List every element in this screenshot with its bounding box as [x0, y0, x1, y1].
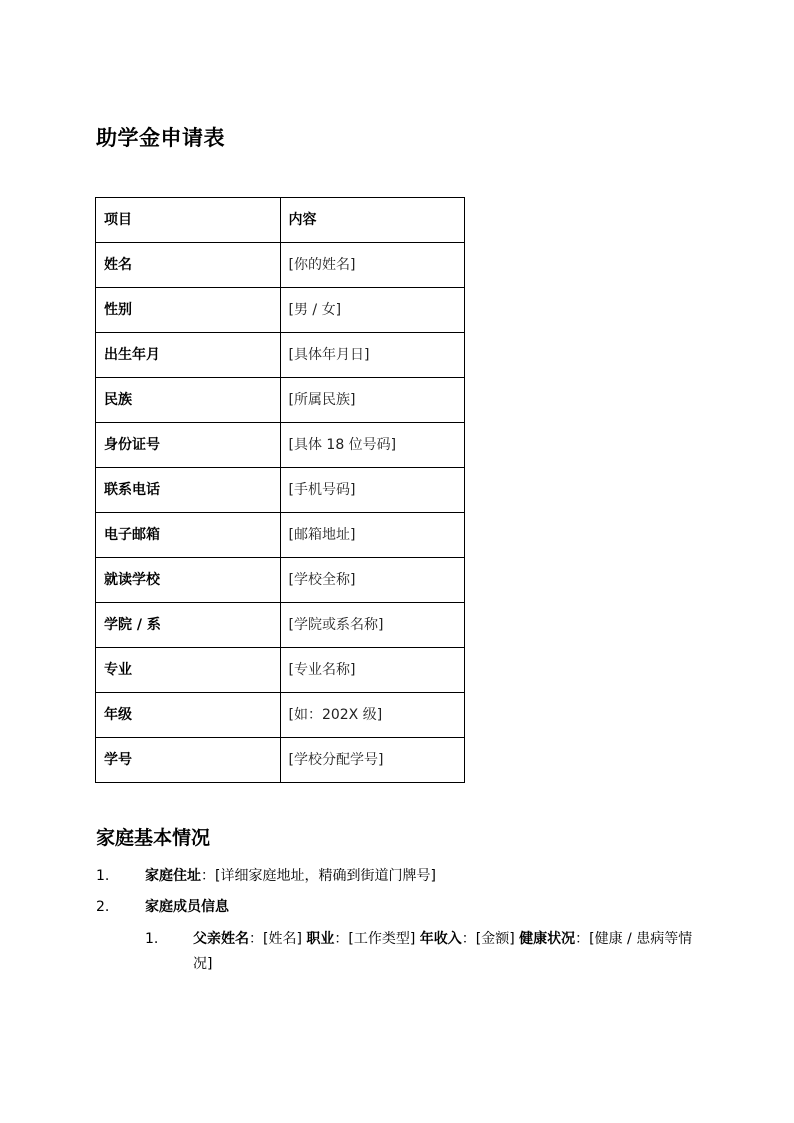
health-value: ：[健康 / 患病等情况] [193, 931, 693, 972]
income-value: ：[金额] [461, 931, 520, 947]
income-label: 年收入 [419, 931, 462, 947]
row-label-phone: 联系电话 [96, 468, 281, 513]
table-row [96, 468, 465, 513]
list-item-number: 2. [96, 899, 110, 915]
row-label-student-id: 学号 [96, 738, 281, 783]
home-address-label: 家庭住址 [145, 868, 201, 884]
row-value-birth-date: [具体年月日] [280, 333, 465, 378]
row-value-school: [学校全称] [280, 558, 465, 603]
row-value-major: [专业名称] [280, 648, 465, 693]
list-item-family-members [145, 895, 229, 919]
sub-list-item-father [193, 927, 708, 977]
job-label: 职业 [306, 931, 335, 947]
table-row [96, 693, 465, 738]
family-members-label: 家庭成员信息 [145, 899, 229, 915]
row-value-college: [学院或系名称] [280, 603, 465, 648]
row-label-name: 姓名 [96, 243, 281, 288]
job-value: ：[工作类型] [334, 931, 420, 947]
list-item-home-address [145, 864, 436, 888]
row-value-ethnicity: [所属民族] [280, 378, 465, 423]
table-header-label: 项目 [96, 198, 281, 243]
row-value-gender: [男 / 女] [280, 288, 465, 333]
document-title: 助学金申请表 [96, 126, 225, 150]
row-label-birth-date: 出生年月 [96, 333, 281, 378]
table-row [96, 738, 465, 783]
father-name-value: ：[姓名] [249, 931, 307, 947]
row-value-id-number: [具体 18 位号码] [280, 423, 465, 468]
row-label-school: 就读学校 [96, 558, 281, 603]
father-name-label: 父亲姓名 [193, 931, 249, 947]
table-row [96, 288, 465, 333]
row-label-email: 电子邮箱 [96, 513, 281, 558]
list-item-number: 1. [96, 868, 110, 884]
home-address-value: [详细家庭地址，精确到街道门牌号] [215, 868, 436, 884]
row-value-name: [你的姓名] [280, 243, 465, 288]
row-label-gender: 性别 [96, 288, 281, 333]
table-row [96, 648, 465, 693]
table-row [96, 558, 465, 603]
row-label-major: 专业 [96, 648, 281, 693]
table-row [96, 333, 465, 378]
health-label: 健康状况 [519, 931, 576, 947]
row-label-grade: 年级 [96, 693, 281, 738]
sub-list-item-number: 1. [145, 931, 159, 947]
row-value-email: [邮箱地址] [280, 513, 465, 558]
row-label-id-number: 身份证号 [96, 423, 281, 468]
table-row [96, 603, 465, 648]
family-section-title: 家庭基本情况 [96, 827, 211, 849]
row-label-college: 学院 / 系 [96, 603, 281, 648]
row-value-student-id: [学校分配学号] [280, 738, 465, 783]
table-row [96, 243, 465, 288]
table-row [96, 378, 465, 423]
home-address-separator: ： [201, 868, 215, 884]
table-header-value: 内容 [280, 198, 465, 243]
row-value-grade: [如：202X 级] [280, 693, 465, 738]
row-label-ethnicity: 民族 [96, 378, 281, 423]
applicant-info-table [95, 197, 465, 783]
table-header-row [96, 198, 465, 243]
table-row [96, 513, 465, 558]
table-row [96, 423, 465, 468]
row-value-phone: [手机号码] [280, 468, 465, 513]
